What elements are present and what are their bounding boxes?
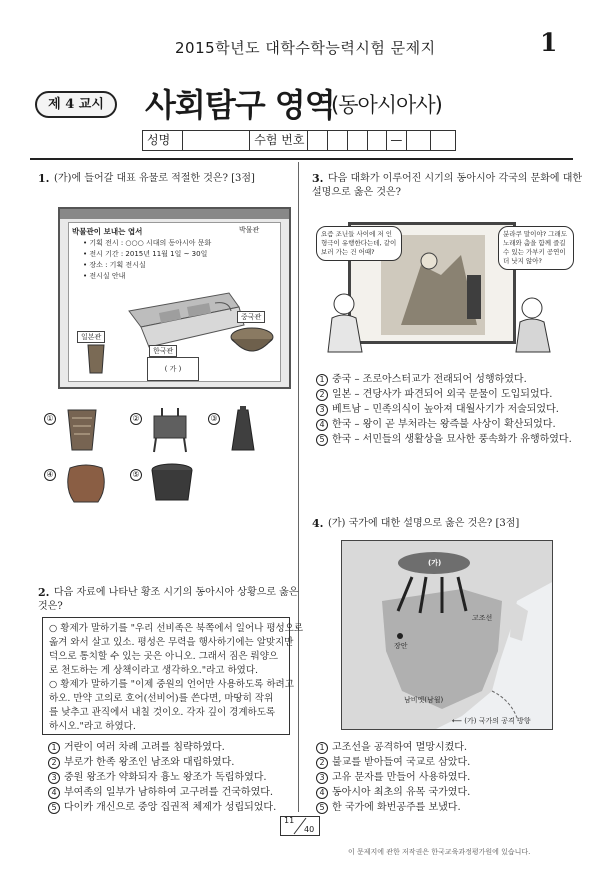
q1-number: 1. <box>38 172 50 185</box>
q4-option-text: 동아시아 최초의 유목 국가였다. <box>332 787 471 798</box>
name-label: 성명 <box>143 131 183 150</box>
q3-option-2[interactable] <box>316 387 552 402</box>
q1-hall-korea: 한국관 <box>149 345 177 357</box>
q3-option-text: 한국 – 서민들의 생활상을 묘사한 풍속화가 유행하였다. <box>332 434 572 445</box>
q2-option-1[interactable] <box>48 740 225 755</box>
q2-option-5[interactable] <box>48 800 276 815</box>
q1-option-2[interactable] <box>130 406 146 425</box>
q4-option-text: 고유 문자를 만들어 사용하였다. <box>332 772 471 783</box>
arrow-icon: ⟵ <box>452 717 463 725</box>
q2-source-line: 하시오."라고 하였다. <box>49 721 136 732</box>
q2-source-line: 하오. 만약 고의로 호어(선비어)를 쓴다면, 마땅히 작위 <box>49 693 274 704</box>
q4-option-text: 불교를 받아들여 국교로 삼았다. <box>332 757 471 768</box>
q1-info-line: • 전시 기간 : 2015년 11월 1일 ~ 30일 <box>83 250 208 258</box>
name-field[interactable] <box>183 131 251 150</box>
option-marker: 1 <box>48 742 60 754</box>
student-info-table <box>142 130 456 151</box>
q3-option-text: 한국 – 왕이 곧 부처라는 왕즉불 사상이 확산되었다. <box>332 419 556 430</box>
q1-jomon-pottery-image <box>85 343 107 377</box>
q3-option-3[interactable] <box>316 402 559 417</box>
option-marker: ④ <box>44 469 56 481</box>
q1-info-line: • 장소 : 기획 전시실 <box>83 261 146 269</box>
q1-hall-japan: 일본관 <box>77 331 105 343</box>
q2-option-2[interactable] <box>48 755 234 770</box>
option-marker: ③ <box>208 413 220 425</box>
q2-source-line: 옮겨 와서 살고 있소. 평성은 무력을 행사하기에는 알맞지만 <box>49 637 294 648</box>
q1-option-4[interactable] <box>44 462 60 481</box>
option-marker: 1 <box>316 374 328 386</box>
q2-source-line: 를 낮추고 관직에서 내칠 것이오. 각자 깊이 경계하도록 <box>49 707 276 718</box>
q1-option-5[interactable] <box>130 462 146 481</box>
exam-number-box-2[interactable] <box>328 131 348 150</box>
q2-option-text: 부로가 한족 왕조인 남조와 대립하였다. <box>64 757 235 768</box>
q3-text-line2: 설명으로 옳은 것은? <box>312 187 401 198</box>
q4-option-3[interactable] <box>316 770 470 785</box>
q4-map-legend-text: (가) 국가의 공격 방향 <box>464 717 531 725</box>
q1-option-3-image <box>226 406 260 454</box>
q3-person-right-image <box>510 296 556 354</box>
q1-option-5-image <box>148 462 196 506</box>
q2-source-box <box>42 617 304 735</box>
q2-source-line: 로 천도하는 게 상책이라고 생각하오."라고 하였다. <box>49 665 259 676</box>
q2-number: 2. <box>38 586 50 599</box>
exam-number-box-1[interactable] <box>308 131 328 150</box>
q1-info-line: • 기획 전시 : ○○○ 시대의 동아시아 문화 <box>83 239 212 247</box>
q4-number: 4. <box>312 517 324 530</box>
page-total: 40 <box>304 825 315 834</box>
q4-map-label-nanyue: 남비엣(남월) <box>404 696 444 704</box>
q1-option-2-image <box>148 406 192 454</box>
option-marker: 2 <box>316 757 328 769</box>
exam-number-box-5[interactable] <box>407 131 431 150</box>
q2-option-text: 부여족의 일부가 남하하여 고구려를 건국하였다. <box>64 787 274 798</box>
q1-webpage-heading: 박물관이 보내는 엽서 <box>72 227 143 236</box>
q2-text-line2: 것은? <box>38 601 63 612</box>
q1-webpage-corner: 박물관 <box>239 226 260 234</box>
q4-option-1[interactable] <box>316 740 467 755</box>
q1-option-4-image <box>62 462 110 506</box>
option-marker: 3 <box>316 404 328 416</box>
q2-option-text: 거란이 여러 차례 고려를 침략하였다. <box>64 742 225 753</box>
period-badge: 제 4 교시 <box>35 91 117 118</box>
q1-text: (가)에 들어갈 대표 유물로 적절한 것은? [3점] <box>54 173 255 184</box>
option-marker: 1 <box>316 742 328 754</box>
exam-number-box-3[interactable] <box>348 131 368 150</box>
q2-source-line: ○ 황제가 말하기를 "우리 선비족은 북쪽에서 일어나 평성으로 <box>49 623 304 634</box>
q4-map-label-changan: 장안 <box>394 642 408 650</box>
q2-option-3[interactable] <box>48 770 267 785</box>
q1-hall-china: 중국관 <box>237 311 265 323</box>
copyright-notice: 이 문제지에 관한 저작권은 한국교육과정평가원에 있습니다. <box>348 848 531 856</box>
option-marker: ⑤ <box>130 469 142 481</box>
option-marker: 4 <box>48 787 60 799</box>
option-marker: 3 <box>48 772 60 784</box>
q1-option-3[interactable] <box>208 406 224 425</box>
option-marker: 2 <box>48 757 60 769</box>
exam-title: 2015학년도 대학수학능력시험 문제지 <box>175 39 436 57</box>
q1-blank-box: ( 가 ) <box>147 357 199 381</box>
q4-map <box>341 540 553 730</box>
q4-map-drawing <box>342 541 553 730</box>
page-current: 11 <box>284 816 295 825</box>
option-marker: 5 <box>316 802 328 814</box>
q3-option-5[interactable] <box>316 432 572 447</box>
column-divider <box>298 162 299 812</box>
q1-china-bowl-image <box>229 323 275 363</box>
q3-option-1[interactable] <box>316 372 527 387</box>
option-marker: 2 <box>316 389 328 401</box>
q2-source-line: ○ 황제가 말하기를 "이제 중원의 언어만 사용하도록 하려고 <box>49 679 294 690</box>
q4-option-4[interactable] <box>316 785 470 800</box>
q4-text: (가) 국가에 대한 설명으로 옳은 것은? [3점] <box>328 518 520 529</box>
page-counter <box>280 816 320 836</box>
q2-option-4[interactable] <box>48 785 273 800</box>
q1-webpage-content <box>68 222 281 382</box>
subject-subtitle: (동아시아사) <box>331 93 442 117</box>
q3-person-left-image <box>322 292 368 354</box>
q3-option-text: 중국 – 조로아스터교가 전래되어 성행하였다. <box>332 374 527 385</box>
page-number: 1 <box>540 28 558 57</box>
exam-number-dash: — <box>387 131 407 150</box>
q1-info-line: • 전시실 안내 <box>83 272 126 280</box>
q3-option-text: 일본 – 견당사가 파견되어 외국 문물이 도입되었다. <box>332 389 553 400</box>
option-marker: ② <box>130 413 142 425</box>
option-marker: ① <box>44 413 56 425</box>
q1-option-1[interactable] <box>44 406 60 425</box>
q4-map-label-gojoseon: 고조선 <box>472 614 493 622</box>
header-rule <box>30 158 573 160</box>
q1-webpage-figure <box>58 207 291 389</box>
subject-title: 사회탐구 영역 <box>145 86 335 124</box>
q3-text-line1: 다음 대화가 이루어진 시기의 동아시아 각국의 문화에 대한 <box>328 173 583 184</box>
q1-window-titlebar <box>60 209 289 219</box>
option-marker: 3 <box>316 772 328 784</box>
q2-text-line1: 다음 자료에 나타난 황조 시기의 동아시아 상황으로 옳은 <box>54 587 299 598</box>
q1-option-1-image <box>62 406 102 454</box>
q3-speech-bubble-right: 분라쿠 말이야? 그래도 노래와 춤을 함께 즐길 수 있는 가부키 공연이 더 낫지 않아? <box>498 226 574 270</box>
exam-number-box-6[interactable] <box>431 131 455 150</box>
q3-speech-bubble-left: 요즘 조닌들 사이에 저 인형극이 유행한다는데, 같이 보러 가는 건 어때? <box>316 226 402 261</box>
option-marker: 5 <box>48 802 60 814</box>
exam-number-label: 수험 번호 <box>250 131 308 150</box>
exam-number-box-4[interactable] <box>368 131 388 150</box>
q4-option-2[interactable] <box>316 755 470 770</box>
option-marker: 4 <box>316 419 328 431</box>
q2-source-line: 덕으로 통치할 수 있는 곳은 아니오. 그래서 짐은 뤄양으 <box>49 651 279 662</box>
q4-option-text: 한 국가에 화번공주를 보냈다. <box>332 802 461 813</box>
option-marker: 4 <box>316 787 328 799</box>
q3-option-4[interactable] <box>316 417 556 432</box>
q4-option-text: 고조선을 공격하여 멸망시켰다. <box>332 742 468 753</box>
option-marker: 5 <box>316 434 328 446</box>
q4-map-legend <box>452 716 531 726</box>
q3-option-text: 베트남 – 민족의식이 높아져 대월사기가 저술되었다. <box>332 404 559 415</box>
q2-option-text: 중원 왕조가 약화되자 흉노 왕조가 독립하였다. <box>64 772 267 783</box>
q4-map-label-ga: (가) <box>428 559 442 567</box>
q4-option-5[interactable] <box>316 800 461 815</box>
q2-option-text: 다이카 개신으로 중앙 집권적 체제가 성립되었다. <box>64 802 277 813</box>
q3-number: 3. <box>312 172 324 185</box>
